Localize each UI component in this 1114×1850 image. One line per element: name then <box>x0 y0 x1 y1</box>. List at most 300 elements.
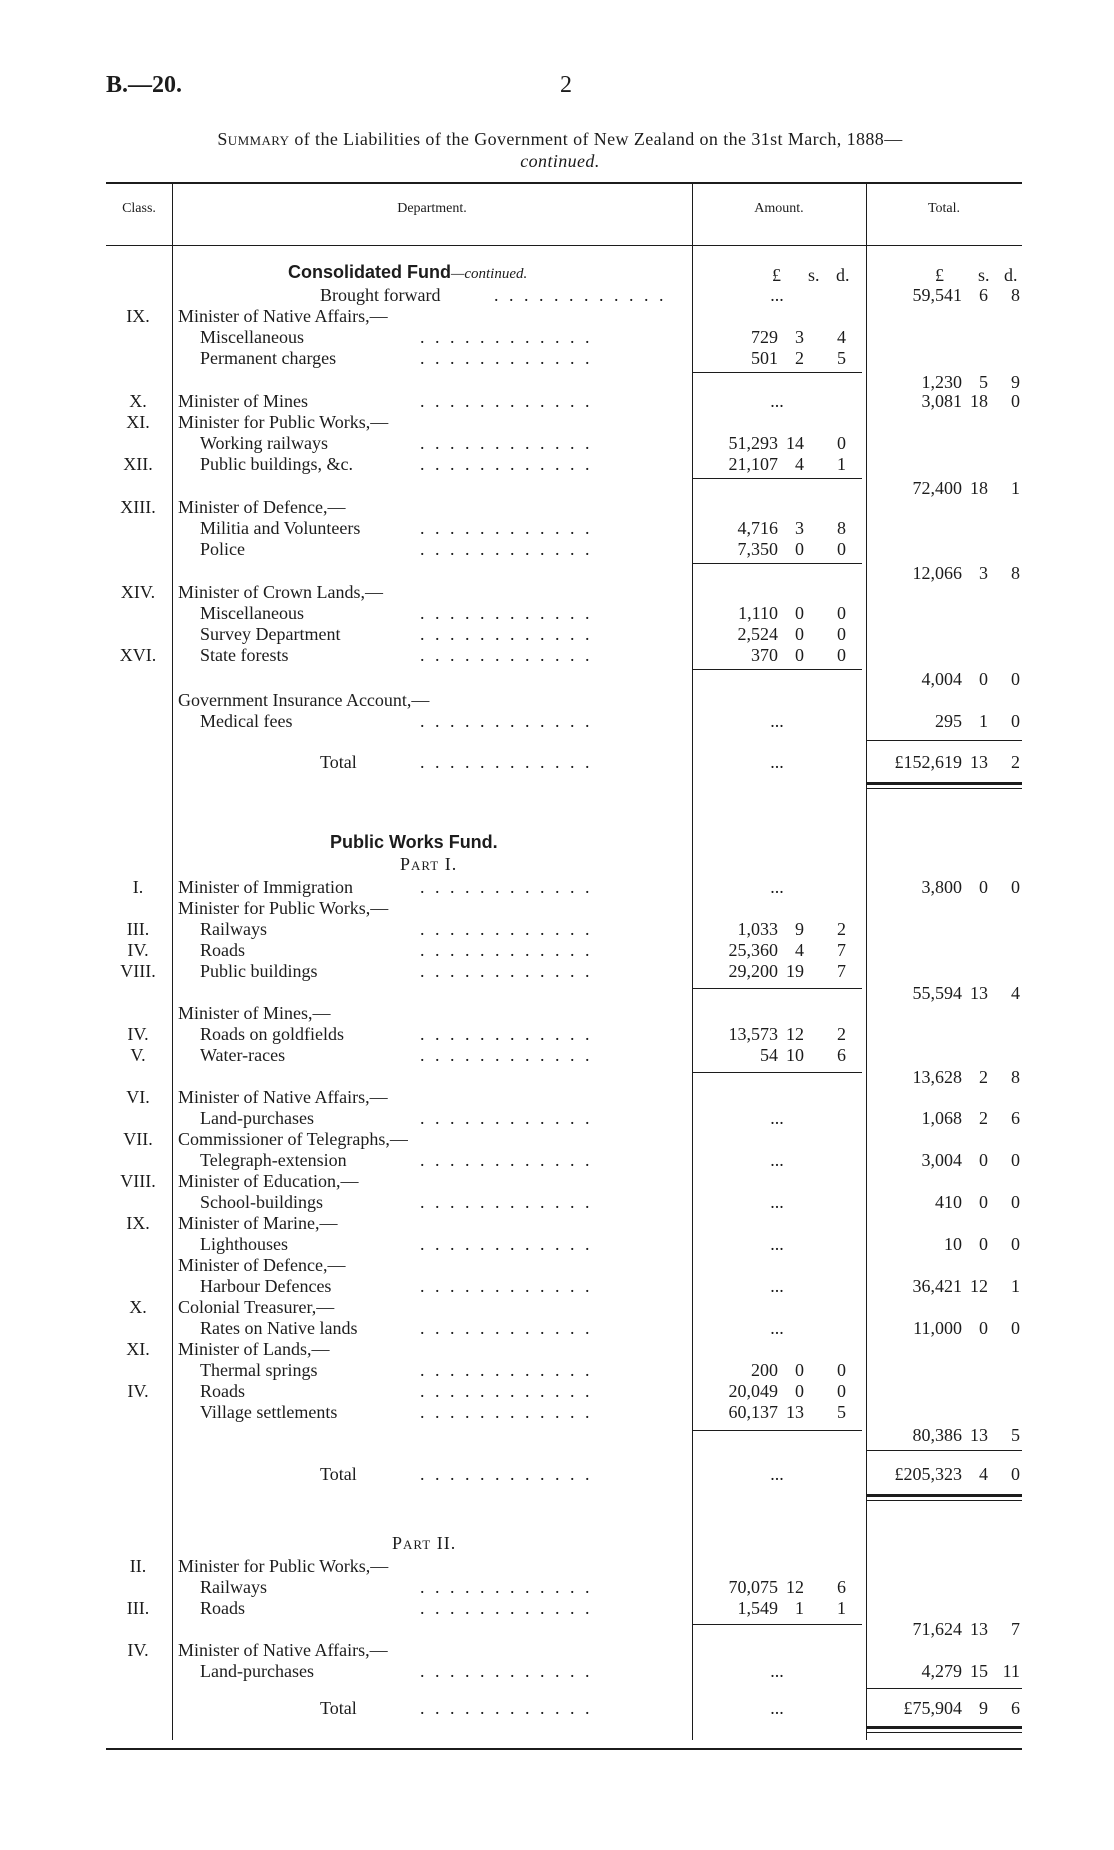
table-row <box>0 1661 1114 1682</box>
total-pence: 5 <box>1011 1425 1020 1445</box>
part-total-double-rule <box>866 1500 1022 1501</box>
row-label: Public buildings <box>200 961 318 981</box>
row-label: Roads <box>200 1598 245 1618</box>
total-shillings: 0 <box>979 1234 988 1254</box>
total-pence: 8 <box>1011 1067 1020 1087</box>
amount-shillings: 19 <box>786 961 804 981</box>
amount-shilling-sign: s. <box>808 265 820 285</box>
amount-empty: ... <box>770 391 784 411</box>
leader-dots: . . . . . . . . . . . . <box>420 1661 593 1681</box>
row-label: Telegraph-extension <box>200 1150 347 1170</box>
table-row <box>0 645 1114 666</box>
table-row <box>0 1150 1114 1171</box>
amount-pence: 8 <box>837 518 846 538</box>
row-label: Miscellaneous <box>200 327 304 347</box>
header-bottom-rule <box>106 245 1022 246</box>
table-row <box>0 1640 1114 1661</box>
amount-shillings: 0 <box>795 1381 804 1401</box>
table-row <box>0 1556 1114 1577</box>
table-row <box>0 433 1114 454</box>
leader-dots: . . . . . . . . . . . . <box>420 752 593 772</box>
row-label: Minister of Crown Lands,— <box>178 582 383 602</box>
table-row <box>0 1577 1114 1598</box>
leader-dots: . . . . . . . . . . . . <box>420 433 593 453</box>
total-pounds: 55,594 <box>912 983 962 1003</box>
table-row <box>0 539 1114 560</box>
amount-pounds: 370 <box>751 645 778 665</box>
part-total-double-rule <box>866 1732 1022 1733</box>
total-pounds: 1,230 <box>921 372 962 392</box>
row-label: Working railways <box>200 433 329 453</box>
total-shillings: 13 <box>970 983 988 1003</box>
row-label: Survey Department <box>200 624 341 644</box>
amount-pounds: 501 <box>751 348 778 368</box>
amount-shillings: 3 <box>795 327 804 347</box>
part-total-row <box>0 1464 1114 1485</box>
amount-pence: 0 <box>837 433 846 453</box>
table-bottom-rule <box>106 1748 1022 1750</box>
table-row <box>0 1234 1114 1255</box>
amount-pounds: 729 <box>751 327 778 347</box>
amount-shillings: 0 <box>795 624 804 644</box>
total-shillings: 13 <box>970 1619 988 1639</box>
table-row <box>0 1360 1114 1381</box>
amount-shillings: 0 <box>795 645 804 665</box>
total-pounds: 36,421 <box>912 1276 962 1296</box>
total-pounds: 11,000 <box>913 1318 962 1338</box>
total-pence: 8 <box>1011 563 1020 583</box>
table-row <box>0 1213 1114 1234</box>
part-total-pence: 0 <box>1011 1464 1020 1484</box>
total-shillings: 1 <box>979 711 988 731</box>
total-label: Total <box>320 752 357 772</box>
part-total-double-rule <box>866 1726 1022 1729</box>
column-header-class: Class. <box>122 201 156 216</box>
amount-pence: 6 <box>837 1045 846 1065</box>
table-row <box>0 624 1114 645</box>
amount-empty: ... <box>770 752 784 772</box>
amount-pence: 0 <box>837 603 846 623</box>
leader-dots: . . . . . . . . . . . . <box>420 919 593 939</box>
total-shillings: 12 <box>970 1276 988 1296</box>
part-one-heading: Part I. <box>400 854 458 874</box>
row-label: Land-purchases <box>200 1108 314 1128</box>
total-pence: 4 <box>1011 983 1020 1003</box>
total-shillings: 15 <box>970 1661 988 1681</box>
row-label: Minister of Mines <box>178 391 308 411</box>
class-number: XIV. <box>120 582 156 602</box>
total-pounds: 71,624 <box>912 1619 962 1639</box>
class-number: XVI. <box>119 645 157 665</box>
row-label: State forests <box>200 645 289 665</box>
consolidated-continued: —continued. <box>450 266 528 282</box>
table-row <box>0 1297 1114 1318</box>
amount-pounds: 4,716 <box>737 518 778 538</box>
leader-dots: . . . . . . . . . . . . <box>420 539 593 559</box>
class-number: X. <box>129 391 147 411</box>
total-pence: 0 <box>1011 1192 1020 1212</box>
row-label: Permanent charges <box>200 348 337 368</box>
row-label: Public buildings, &c. <box>200 454 353 474</box>
part-total-shillings: 9 <box>979 1698 988 1718</box>
amount-shillings: 0 <box>795 1360 804 1380</box>
total-pounds: 3,081 <box>921 391 962 411</box>
total-shillings: 0 <box>979 1318 988 1338</box>
amount-shillings: 9 <box>795 919 804 939</box>
table-row <box>0 1087 1114 1108</box>
total-pounds: 10 <box>944 1234 962 1254</box>
table-row <box>0 285 1114 306</box>
class-number: XII. <box>123 454 153 474</box>
table-row <box>0 348 1114 369</box>
table-row <box>0 669 1114 690</box>
row-label: Minister of Native Affairs,— <box>178 306 388 326</box>
total-pence: 7 <box>1011 1619 1020 1639</box>
total-shillings: 2 <box>979 1067 988 1087</box>
amount-pounds: 70,075 <box>728 1577 778 1597</box>
amount-pence: 6 <box>837 1577 846 1597</box>
amount-pence: 0 <box>837 645 846 665</box>
table-row <box>0 327 1114 348</box>
total-label: Total <box>320 1464 357 1484</box>
total-shillings: 0 <box>979 669 988 689</box>
leader-dots: . . . . . . . . . . . . <box>420 940 593 960</box>
total-pence: 0 <box>1011 1150 1020 1170</box>
table-row <box>0 1339 1114 1360</box>
row-label: Minister of Mines,— <box>178 1003 331 1023</box>
amount-empty: ... <box>770 711 784 731</box>
leader-dots: . . . . . . . . . . . . <box>420 1024 593 1044</box>
table-row <box>0 1402 1114 1423</box>
total-shillings: 13 <box>970 1425 988 1445</box>
total-pounds: 3,004 <box>921 1150 962 1170</box>
class-number: II. <box>129 1556 147 1576</box>
total-pounds: 4,279 <box>921 1661 962 1681</box>
table-row <box>0 454 1114 475</box>
row-label: Water-races <box>200 1045 286 1065</box>
total-pounds: 3,800 <box>921 877 962 897</box>
row-label: Minister for Public Works,— <box>178 898 389 918</box>
table-row <box>0 690 1114 711</box>
table-row <box>0 1171 1114 1192</box>
amount-pounds: 1,110 <box>738 603 778 623</box>
leader-dots: . . . . . . . . . . . . <box>420 518 593 538</box>
table-row <box>0 1318 1114 1339</box>
leader-dots: . . . . . . . . . . . . <box>420 961 593 981</box>
leader-dots: . . . . . . . . . . . . <box>420 1381 593 1401</box>
amount-shillings: 10 <box>786 1045 804 1065</box>
row-label: Village settlements <box>200 1402 338 1422</box>
table-row <box>0 478 1114 499</box>
amount-pence: 7 <box>837 940 846 960</box>
leader-dots: . . . . . . . . . . . . <box>420 877 593 897</box>
class-number: I. <box>132 877 144 897</box>
amount-pounds: 13,573 <box>728 1024 778 1044</box>
leader-dots: . . . . . . . . . . . . <box>420 711 593 731</box>
amount-shillings: 14 <box>786 433 804 453</box>
document-code: B.—20. <box>106 72 183 98</box>
amount-empty: ... <box>770 1661 784 1681</box>
class-number: V. <box>130 1045 146 1065</box>
amount-pence: 1 <box>837 1598 846 1618</box>
part-total-pence: 6 <box>1011 1698 1020 1718</box>
total-pence: 0 <box>1011 669 1020 689</box>
row-label: Land-purchases <box>200 1661 314 1681</box>
class-number: VI. <box>126 1087 150 1107</box>
row-label: Lighthouses <box>200 1234 288 1254</box>
total-pence: 0 <box>1011 711 1020 731</box>
table-row <box>0 1598 1114 1619</box>
amount-pounds: 2,524 <box>737 624 778 644</box>
grand-total-double-rule <box>866 788 1022 789</box>
amount-shillings: 4 <box>795 940 804 960</box>
row-label: Roads <box>200 1381 245 1401</box>
column-header-total: Total. <box>927 201 961 216</box>
total-pence-sign: d. <box>1004 265 1018 285</box>
table-row <box>0 563 1114 584</box>
table-row <box>0 518 1114 539</box>
part-total-pounds: £75,904 <box>903 1698 962 1718</box>
total-pence: 0 <box>1011 1318 1020 1338</box>
page-number: 2 <box>560 72 572 98</box>
leader-dots: . . . . . . . . . . . . <box>420 327 593 347</box>
amount-pounds: 60,137 <box>728 1402 778 1422</box>
amount-pence: 1 <box>837 454 846 474</box>
class-number: VII. <box>123 1129 153 1149</box>
row-label: Minister of Education,— <box>178 1171 359 1191</box>
total-pounds: 4,004 <box>921 669 962 689</box>
part-total-pounds: £205,323 <box>894 1464 962 1484</box>
row-label: Roads on goldfields <box>200 1024 344 1044</box>
total-shillings: 6 <box>979 285 988 305</box>
leader-dots: . . . . . . . . . . . . <box>420 454 593 474</box>
table-row <box>0 412 1114 433</box>
class-number: VIII. <box>120 961 156 981</box>
leader-dots: . . . . . . . . . . . . <box>420 1577 593 1597</box>
table-row <box>0 1619 1114 1640</box>
row-label: Harbour Defences <box>200 1276 332 1296</box>
table-row <box>0 1045 1114 1066</box>
amount-empty: ... <box>770 1698 784 1718</box>
amount-pounds: 51,293 <box>728 433 778 453</box>
table-row <box>0 391 1114 412</box>
amount-pence: 2 <box>837 919 846 939</box>
amount-shillings: 0 <box>795 603 804 623</box>
amount-pence: 2 <box>837 1024 846 1044</box>
consolidated-heading: Consolidated Fund <box>288 262 451 282</box>
row-label: Roads <box>200 940 245 960</box>
row-label: Railways <box>200 1577 267 1597</box>
total-pence: 11 <box>1002 1661 1020 1681</box>
table-row <box>0 919 1114 940</box>
amount-empty: ... <box>770 1234 784 1254</box>
total-pound-sign: £ <box>935 265 944 285</box>
amount-pence: 5 <box>837 348 846 368</box>
table-row <box>0 1129 1114 1150</box>
grand-total-shillings: 13 <box>970 752 988 772</box>
total-label: Total <box>320 1698 357 1718</box>
total-pounds: 72,400 <box>912 478 962 498</box>
grand-total-pounds: £152,619 <box>894 752 962 772</box>
total-shillings: 0 <box>979 877 988 897</box>
table-row <box>0 877 1114 898</box>
row-label: Minister for Public Works,— <box>178 1556 389 1576</box>
amount-pounds: 21,107 <box>728 454 778 474</box>
class-number: IV. <box>127 1381 149 1401</box>
total-shillings: 18 <box>970 391 988 411</box>
total-pence: 1 <box>1011 478 1020 498</box>
row-label: School-buildings <box>200 1192 324 1212</box>
leader-dots: . . . . . . . . . . . . <box>420 1045 593 1065</box>
amount-shillings: 13 <box>786 1402 804 1422</box>
class-number: X. <box>129 1297 147 1317</box>
column-header-department: Department. <box>397 201 467 216</box>
leader-dots: . . . . . . . . . . . . <box>420 603 593 623</box>
table-row <box>0 306 1114 327</box>
amount-empty: ... <box>770 1192 784 1212</box>
amount-shillings: 3 <box>795 518 804 538</box>
total-pence: 0 <box>1011 1234 1020 1254</box>
class-number: IX. <box>126 306 150 326</box>
row-label: Colonial Treasurer,— <box>178 1297 335 1317</box>
amount-pence-sign: d. <box>836 265 850 285</box>
amount-shillings: 4 <box>795 454 804 474</box>
total-pounds: 59,541 <box>912 285 962 305</box>
class-number: XIII. <box>120 497 156 517</box>
row-label: Medical fees <box>200 711 293 731</box>
total-shillings: 2 <box>979 1108 988 1128</box>
amount-pounds: 29,200 <box>728 961 778 981</box>
row-label: Brought forward <box>320 285 441 305</box>
amount-pounds: 25,360 <box>728 940 778 960</box>
grand-total-pence: 2 <box>1011 752 1020 772</box>
table-row <box>0 1024 1114 1045</box>
amount-shillings: 2 <box>795 348 804 368</box>
grand-total-double-rule <box>866 782 1022 785</box>
section-heading-public-works: Public Works Fund. <box>330 832 498 852</box>
total-pounds: 80,386 <box>912 1425 962 1445</box>
row-label: Thermal springs <box>200 1360 318 1380</box>
row-label: Police <box>200 539 245 559</box>
currency-header-row <box>0 265 1114 286</box>
total-shillings: 18 <box>970 478 988 498</box>
total-pence: 0 <box>1011 391 1020 411</box>
amount-pounds: 1,549 <box>737 1598 778 1618</box>
class-number: IV. <box>127 940 149 960</box>
table-row <box>0 1381 1114 1402</box>
table-row <box>0 983 1114 1004</box>
page-title <box>100 128 1020 172</box>
amount-shillings: 1 <box>795 1598 804 1618</box>
class-number: XI. <box>126 1339 150 1359</box>
title-continued: continued. <box>520 151 600 171</box>
amount-empty: ... <box>770 1318 784 1338</box>
table-row <box>0 1192 1114 1213</box>
grand-total-row <box>0 752 1114 773</box>
leader-dots: . . . . . . . . . . . . <box>420 1276 593 1296</box>
leader-dots: . . . . . . . . . . . . <box>420 645 593 665</box>
amount-pence: 0 <box>837 1381 846 1401</box>
total-pence: 8 <box>1011 285 1020 305</box>
amount-shillings: 0 <box>795 539 804 559</box>
part-two-heading: Part II. <box>392 1533 457 1553</box>
table-row <box>0 1108 1114 1129</box>
part-total-rule <box>866 1450 1022 1451</box>
class-number: IX. <box>126 1213 150 1233</box>
amount-pounds: 54 <box>760 1045 778 1065</box>
amount-pence: 0 <box>837 539 846 559</box>
row-label: Minister of Immigration <box>178 877 353 897</box>
table-row <box>0 372 1114 393</box>
leader-dots: . . . . . . . . . . . . <box>420 1318 593 1338</box>
title-lead: Summary <box>217 129 290 149</box>
class-number: III. <box>126 919 150 939</box>
amount-pound-sign: £ <box>772 265 781 285</box>
amount-pence: 0 <box>837 1360 846 1380</box>
table-row <box>0 1425 1114 1446</box>
class-number: IV. <box>127 1024 149 1044</box>
column-header-amount: Amount. <box>754 201 804 216</box>
total-pence: 1 <box>1011 1276 1020 1296</box>
table-row <box>0 898 1114 919</box>
leader-dots: . . . . . . . . . . . . <box>420 1234 593 1254</box>
total-pence: 9 <box>1011 372 1020 392</box>
row-label: Commissioner of Telegraphs,— <box>178 1129 408 1149</box>
leader-dots: . . . . . . . . . . . . <box>420 1108 593 1128</box>
total-pounds: 1,068 <box>921 1108 962 1128</box>
row-label: Government Insurance Account,— <box>178 690 430 710</box>
class-number: VIII. <box>120 1171 156 1191</box>
table-row <box>0 603 1114 624</box>
total-pence: 6 <box>1011 1108 1020 1128</box>
row-label: Minister for Public Works,— <box>178 412 389 432</box>
total-pounds: 410 <box>935 1192 962 1212</box>
total-shilling-sign: s. <box>978 265 990 285</box>
amount-pence: 5 <box>837 1402 846 1422</box>
amount-pounds: 1,033 <box>737 919 778 939</box>
leader-dots: . . . . . . . . . . . . <box>420 1402 593 1422</box>
total-pounds: 295 <box>935 711 962 731</box>
table-row <box>0 1003 1114 1024</box>
leader-dots: . . . . . . . . . . . . <box>420 1192 593 1212</box>
row-label: Minister of Defence,— <box>178 497 346 517</box>
table-row <box>0 1276 1114 1297</box>
total-shillings: 0 <box>979 1150 988 1170</box>
class-number: IV. <box>127 1640 149 1660</box>
leader-dots: . . . . . . . . . . . . <box>420 1598 593 1618</box>
leader-dots: . . . . . . . . . . . . <box>420 348 593 368</box>
grand-total-rule <box>866 740 1022 741</box>
amount-empty: ... <box>770 1276 784 1296</box>
table-row <box>0 711 1114 732</box>
row-label: Minister of Marine,— <box>178 1213 338 1233</box>
total-pounds: 12,066 <box>912 563 962 583</box>
total-pounds: 13,628 <box>912 1067 962 1087</box>
class-number: XI. <box>126 412 150 432</box>
amount-pounds: 7,350 <box>737 539 778 559</box>
amount-pence: 0 <box>837 624 846 644</box>
table-row <box>0 940 1114 961</box>
amount-pence: 4 <box>837 327 846 347</box>
row-label: Minister of Native Affairs,— <box>178 1640 388 1660</box>
table-row <box>0 1255 1114 1276</box>
table-row <box>0 961 1114 982</box>
leader-dots: . . . . . . . . . . . . <box>420 624 593 644</box>
part-total-rule <box>866 1688 1022 1689</box>
leader-dots: . . . . . . . . . . . . <box>420 391 593 411</box>
total-pence: 0 <box>1011 877 1020 897</box>
table-top-rule <box>106 182 1022 184</box>
